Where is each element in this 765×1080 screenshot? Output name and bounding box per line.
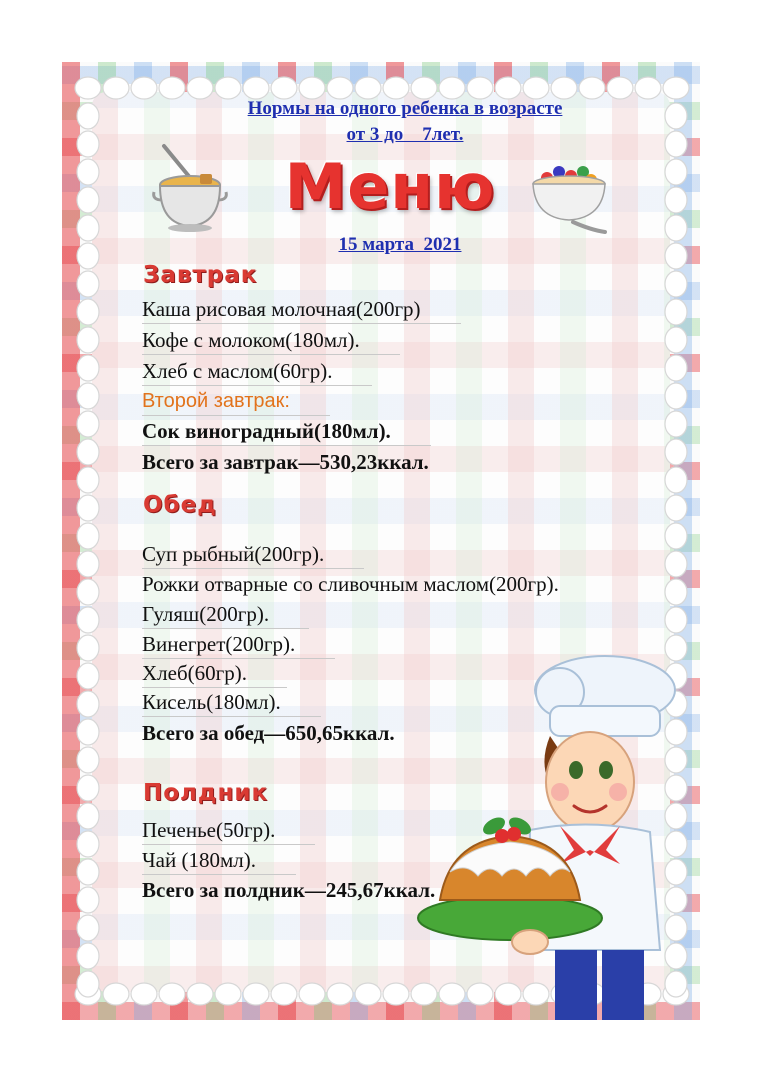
lace-scallop [523,77,549,99]
lunch-heading: Обед [143,492,217,518]
lunch-item: Суп рыбный(200гр). [142,542,325,566]
lace-scallop [77,215,99,241]
lace-scallop [665,467,687,493]
lace-scallop [355,983,381,1005]
lace-scallop [665,383,687,409]
lace-scallop [187,77,213,99]
lace-scallop [355,77,381,99]
lace-scallop [131,77,157,99]
chef-boy-illustration [410,650,695,1020]
lace-scallop [131,983,157,1005]
lace-scallop [665,131,687,157]
menu-date: 15 марта 2021 [338,234,462,255]
lace-scallop [75,77,101,99]
lace-scallop [635,77,661,99]
lace-scallop [159,983,185,1005]
lace-scallop [77,887,99,913]
lace-scallop [467,77,493,99]
lace-scallop [383,983,409,1005]
lace-scallop [77,971,99,997]
lace-scallop [665,411,687,437]
lace-scallop [77,495,99,521]
lace-scallop [77,271,99,297]
fruit-bowl-icon [525,160,610,240]
snack-total: Всего за полдник—245,67ккал. [142,878,436,902]
breakfast-item: Каша рисовая молочная(200гр) [142,297,421,321]
lace-scallop [665,551,687,577]
lace-scallop [77,915,99,941]
lace-scallop [299,983,325,1005]
lace-scallop [665,215,687,241]
lace-scallop [665,439,687,465]
lace-scallop [271,983,297,1005]
lace-scallop [77,103,99,129]
lace-scallop [77,943,99,969]
lace-scallop [77,159,99,185]
lace-scallop [77,831,99,857]
lace-scallop [665,327,687,353]
lace-scallop [663,77,689,99]
lace-scallop [77,411,99,437]
lace-scallop [77,243,99,269]
lace-scallop [77,355,99,381]
lace-scallop [579,77,605,99]
lace-scallop [327,983,353,1005]
lunch-item: Кисель(180мл). [142,690,281,714]
breakfast-heading: Завтрак [143,262,258,288]
lace-scallop [77,719,99,745]
breakfast-item: Кофе с молоком(180мл). [142,328,360,352]
age-norms-line-1: Нормы на одного ребенка в возрасте [247,98,563,119]
second-breakfast-heading: Второй завтрак: [142,390,290,412]
lace-scallop [243,983,269,1005]
lace-scallop [665,159,687,185]
breakfast-total: Всего за завтрак—530,23ккал. [142,450,429,474]
lace-scallop [665,523,687,549]
lace-scallop [77,439,99,465]
lace-scallop [77,775,99,801]
lunch-item: Винегрет(200гр). [142,632,296,656]
lace-scallop [77,467,99,493]
lace-scallop [665,271,687,297]
breakfast-item: Хлеб с маслом(60гр). [142,359,333,383]
lace-scallop [665,355,687,381]
lace-scallop [495,77,521,99]
lace-scallop [327,77,353,99]
lace-scallop [77,187,99,213]
lace-scallop [77,803,99,829]
lace-scallop [187,983,213,1005]
lace-scallop [665,607,687,633]
lace-scallop [271,77,297,99]
lace-scallop [607,77,633,99]
lace-scallop [665,187,687,213]
lace-scallop [665,103,687,129]
lace-scallop [77,383,99,409]
snack-item: Чай (180мл). [142,848,256,872]
lace-scallop [77,523,99,549]
lunch-item: Хлеб(60гр). [142,661,247,685]
lace-scallop [77,131,99,157]
lace-scallop [77,299,99,325]
lace-scallop [77,607,99,633]
lace-scallop [411,77,437,99]
lace-scallop [665,299,687,325]
lace-scallop [551,77,577,99]
lace-scallop [77,747,99,773]
snack-heading: Полдник [143,780,269,806]
lace-scallop [77,579,99,605]
lunch-item: Рожки отварные со сливочным маслом(200гр). [142,572,559,596]
lace-scallop [77,663,99,689]
second-breakfast-item: Сок виноградный(180мл). [142,419,391,443]
lace-scallop [77,635,99,661]
lace-scallop [215,983,241,1005]
lace-scallop [299,77,325,99]
page-title: Меню [284,150,496,223]
lace-scallop [77,859,99,885]
lace-scallop [665,495,687,521]
lunch-total: Всего за обед—650,65ккал. [142,721,395,745]
lace-scallop [103,77,129,99]
lace-scallop [77,551,99,577]
lace-scallop [159,77,185,99]
lace-scallop [77,691,99,717]
lace-scallop [243,77,269,99]
lace-scallop [383,77,409,99]
snack-item: Печенье(50гр). [142,818,276,842]
lace-scallop [215,77,241,99]
lace-scallop [77,327,99,353]
soup-pot-icon [150,140,230,235]
lunch-item: Гуляш(200гр). [142,602,270,626]
lace-scallop [103,983,129,1005]
lace-scallop [439,77,465,99]
age-norms-line-2: от 3 до 7лет. [346,124,464,145]
lace-scallop [665,243,687,269]
lace-scallop [665,579,687,605]
